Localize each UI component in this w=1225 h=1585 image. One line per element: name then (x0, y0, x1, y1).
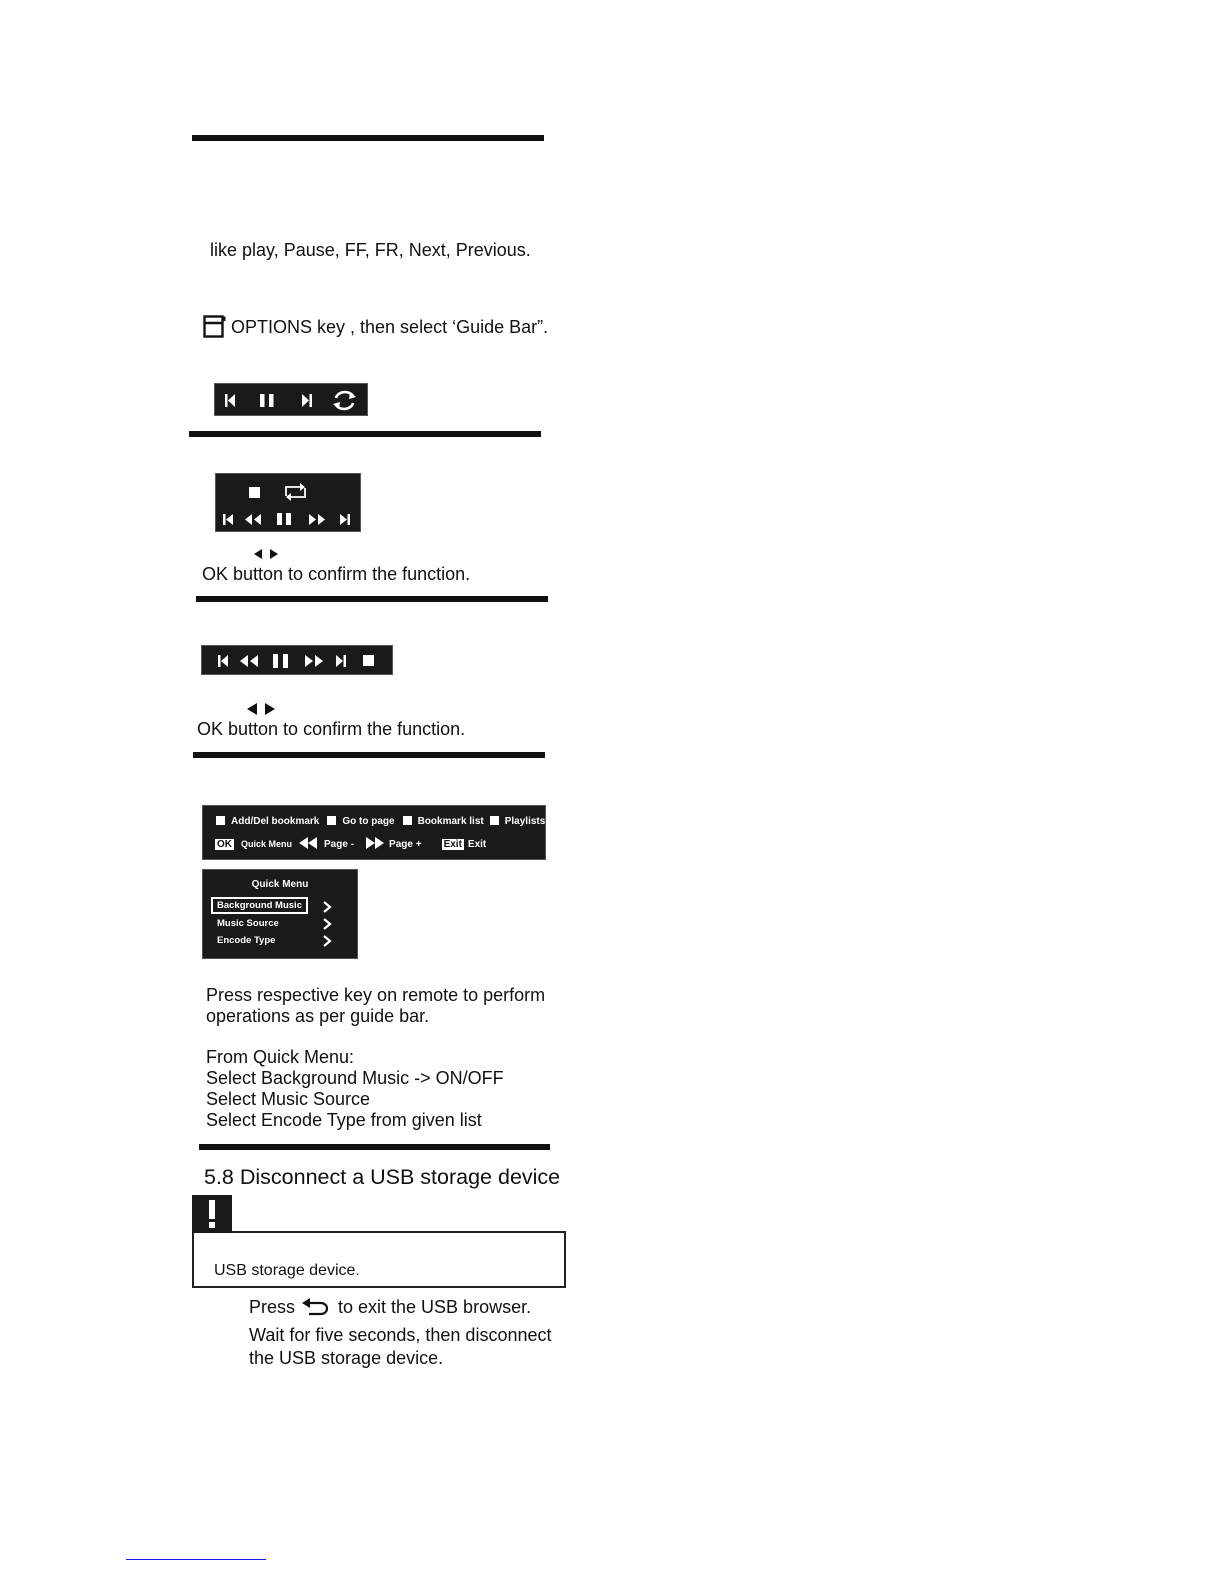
step2-line-2: the USB storage device. (249, 1348, 444, 1368)
options-key-icon (203, 315, 227, 344)
caution-text: USB storage device. (214, 1262, 360, 1279)
quick-menu-title: Quick Menu (251, 879, 309, 890)
video-control-bar (215, 473, 361, 532)
music-control-bar (214, 383, 368, 416)
section-rule-2 (189, 431, 541, 437)
page-back-icon (299, 839, 317, 850)
chevron-right-icon (321, 934, 333, 948)
step1-prefix: Press (249, 1297, 296, 1317)
guide-item-label: Add/Del bookmark (231, 816, 320, 827)
quick-menu-item-encode-type[interactable]: Encode Type (217, 935, 276, 946)
back-arrow-icon (301, 1297, 331, 1322)
guide-bar-row-1 (216, 816, 545, 827)
step2-line-1: Wait for five seconds, then disconnect (249, 1325, 552, 1345)
caution-box (192, 1231, 566, 1288)
section-rule-4 (193, 752, 545, 758)
pause-icon (260, 394, 274, 407)
page-forward-icon (366, 839, 384, 850)
quick-menu-label: Quick Menu (241, 839, 293, 849)
green-key-icon (327, 816, 336, 825)
quick-menu-item-background-music[interactable]: Background Music (211, 897, 308, 914)
next-icon (340, 514, 350, 525)
exit-label: Exit (467, 839, 487, 850)
next-icon (302, 394, 312, 407)
section1-line1: like play, Pause, FF, FR, Next, Previous. (210, 240, 531, 260)
audio-control-bar (201, 645, 393, 675)
pause-icon (273, 654, 288, 668)
guide-para-line-1: Press respective key on remote to perform (206, 985, 546, 1005)
exit-key: Exit (443, 839, 462, 850)
red-key-icon (216, 816, 225, 825)
quick-menu-item-music-source[interactable]: Music Source (217, 918, 279, 929)
next-icon (336, 655, 346, 667)
quick-menu-para-line-1: From Quick Menu: (206, 1047, 355, 1067)
caution-header (192, 1195, 232, 1233)
quick-menu-panel (202, 869, 358, 959)
page-minus-label: Page - (324, 839, 355, 850)
blue-key-icon (490, 816, 499, 825)
chevron-right-icon (321, 900, 333, 914)
section-rule-3 (196, 596, 548, 602)
guide-item-label: Bookmark list (417, 816, 484, 827)
rewind-icon (240, 655, 258, 667)
section-rule-1 (192, 135, 544, 141)
section-rule-5 (199, 1144, 550, 1150)
yellow-key-icon (403, 816, 412, 825)
section-heading-disconnect-usb: 5.8 Disconnect a USB storage device (204, 1165, 561, 1189)
stop-icon (363, 655, 374, 666)
guide-item-label: Playlists (504, 816, 546, 827)
quick-menu-para-line-3: Select Music Source (206, 1089, 371, 1109)
guide-item-label: Go to page (342, 816, 395, 827)
quick-menu-para-line-4: Select Encode Type from given list (206, 1110, 482, 1130)
footer-link-underline (126, 1559, 266, 1560)
ok-key: OK (217, 839, 232, 850)
previous-icon (218, 655, 228, 667)
exclamation-icon (192, 1195, 232, 1233)
section1-line2: OPTIONS key , then select ‘Guide Bar”. (231, 317, 549, 337)
fast-forward-icon (305, 655, 323, 667)
previous-icon (223, 514, 233, 525)
section2-instruction: OK button to confirm the function. (202, 564, 471, 584)
pause-icon (277, 513, 291, 525)
guide-bar-row-2 (215, 837, 486, 850)
previous-icon (225, 394, 235, 407)
chevron-right-icon (321, 917, 333, 931)
step1-suffix: to exit the USB browser. (338, 1297, 532, 1317)
quick-menu-para-line-2: Select Background Music -> ON/OFF (206, 1068, 504, 1088)
rewind-icon (245, 514, 261, 525)
stop-icon (249, 487, 260, 498)
ebook-guide-bar (202, 805, 546, 860)
section3-instruction: OK button to confirm the function. (197, 719, 466, 739)
fast-forward-icon (309, 514, 325, 525)
page-plus-label: Page + (389, 839, 422, 850)
guide-para-line-2: operations as per guide bar. (206, 1006, 430, 1026)
